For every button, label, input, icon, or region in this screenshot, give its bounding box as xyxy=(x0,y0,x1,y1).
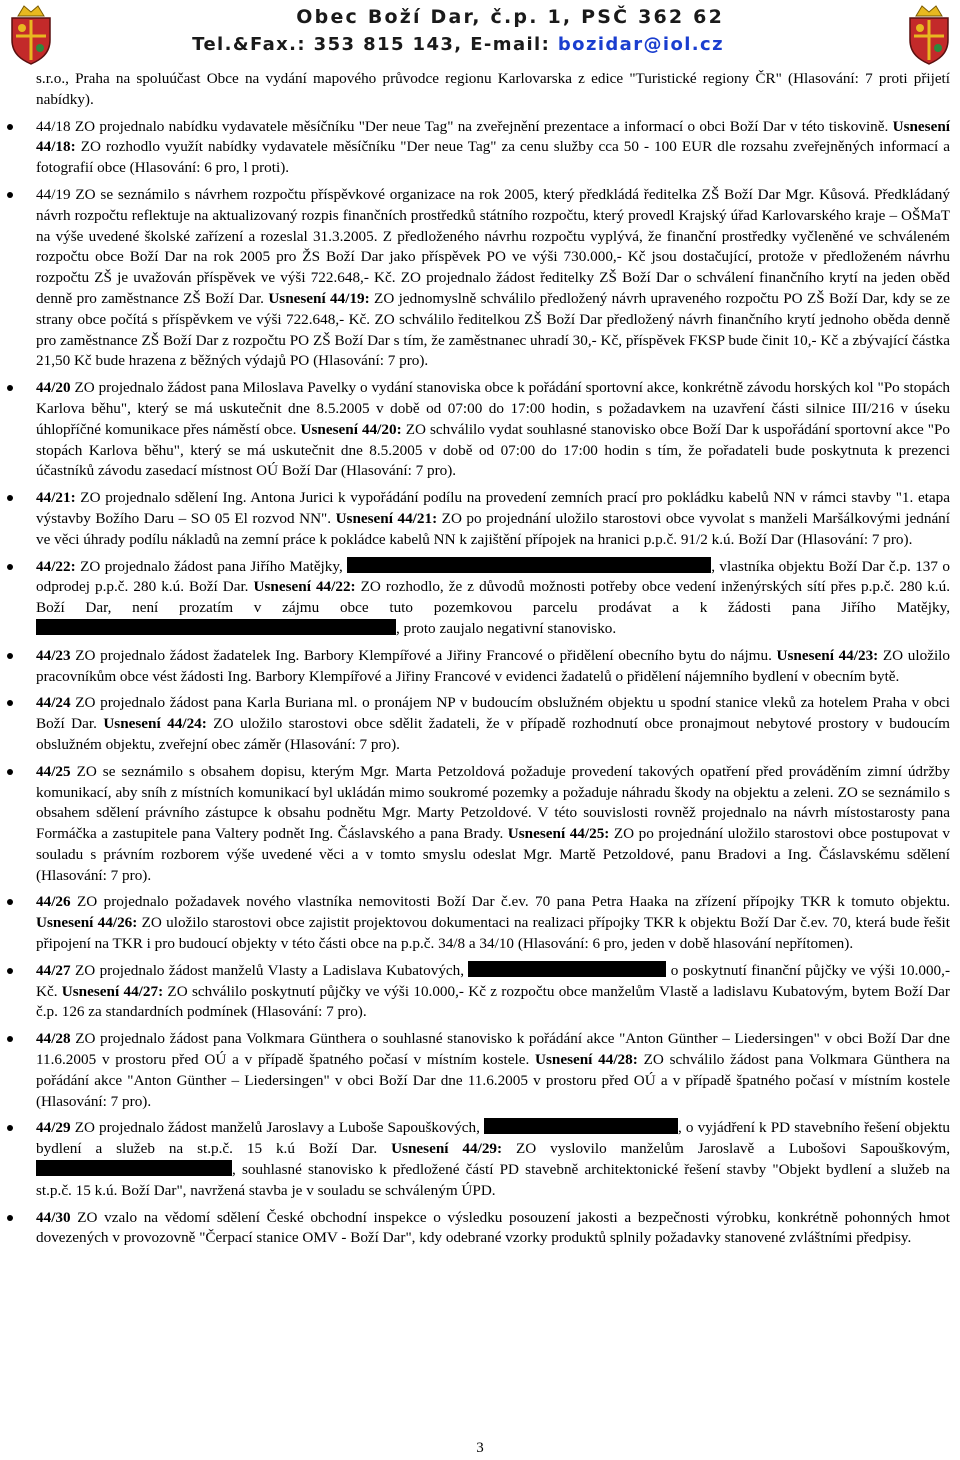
resolution-number: 44/27 xyxy=(36,961,71,979)
resolution-number: 44/30 xyxy=(36,1208,71,1226)
resolution-text: , vlastníka objektu Boží Dar č.p. 137 o odprodej p.p.č. 280 k.ú. Boží Dar. xyxy=(36,557,950,596)
resolution-text: , proto zaujalo negativní stanovisko. xyxy=(396,619,617,637)
resolution-text: ZO se seznámilo s obsahem dopisu, kterým Mgr. Marta Petzoldová požaduje provedení takových opatření před prováděním zimní údržby komunikací, aby sníh z místních komunikací byl ukládán mimo soukromé pozemky a požaduje náhradu škody na objektu a zeleni. ZO se seznámilo s obsahem sdělení právního zástupce k obsahu podnětu Mgr. Marty Petzoldové. V této souvislosti rovněž projednalo na návrh místostarosty pana Formáčka a zastupitele pana Valtery podnět Ing. Čáslavského a pana Brady. xyxy=(36,762,950,843)
resolution-text: ZO po projednání uložilo starostovi obce postupovat v souladu s právním rozborem výše uvedené věci a v tomto smyslu odeslat Mgr. Martě Petzoldové, panu Bradovi a Ing. Čáslavskému sdělení (Hlasování: 7 pro). xyxy=(36,825,951,884)
resolution-label: Usnesení 44/22: xyxy=(253,578,356,596)
resolution-text: ZO schválilo vydat souhlasné stanovisko obce Boží Dar k uspořádání sportovní akce "Po stopách Karlova běhu", který se má uskutečnit dne 8.5.2005 v době od 07:00 do 17:00 hodin s tím, že pořadateli bude poskytnuta k prezenci účastníků závodu zasedací místnost OÚ Boží Dar (Hlasování: 7 pro). xyxy=(36,420,950,480)
resolution-item xyxy=(36,488,950,550)
resolution-label: Usnesení 44/18: xyxy=(36,117,950,156)
redacted-block xyxy=(36,1160,232,1176)
resolution-item xyxy=(36,762,950,887)
resolution-label: Usnesení 44/20: xyxy=(300,420,402,438)
resolution-item xyxy=(36,1118,950,1201)
resolution-text: ZO vzalo na vědomí sdělení České obchodní inspekce o výsledku posouzení jakosti a bezpečnosti výrobku, konkrétně pohonných hmot dovezených v provozovně "Čerpací stanice OMV - Boží Dar", kdy odebrané vzorky produktů splnily požadavky stanovené zvláštními předpisy. xyxy=(36,1208,950,1247)
redacted-block xyxy=(468,961,666,977)
resolution-number: 44/20 xyxy=(36,379,71,397)
resolution-text: ZO jednomyslně schválilo předložený návrh upraveného rozpočtu PO ZŠ Boží Dar, kdy se ze strany obce počítá s příspěvkem ve výši 722.648,- Kč. ZO schválilo ředitelkou ZŠ Boží Dar předložený návrh finančního krytí jednoho oběda denně pro zaměstnance ZŠ Boží Dar z rozpočtu PO ZŠ Boží Dar s tím, že zaměstnanec uhradí 30,- Kč, příspěvek FKSP bude činit 10,- Kč a zbývající částka 21,50 Kč bude hrazena z běžných výdajů PO (Hlasování: 7 pro). xyxy=(36,289,950,370)
resolution-text: ZO projednalo žádost pana Karla Buriana ml. o pronájem NP v budoucím obslužném objektu u spodní stanice vleků za hotelem Praha v obci Boží Dar. xyxy=(36,694,950,733)
resolution-label: Usnesení 44/26: xyxy=(36,914,138,932)
resolution-number: 44/26 xyxy=(36,893,71,911)
resolution-item xyxy=(36,185,950,372)
resolution-text: ZO projednalo požadavek nového vlastníka nemovitosti Boží Dar č.ev. 70 pana Petra Haaka na zřízení přípojky TKR k tomuto objektu. xyxy=(70,893,950,911)
resolution-label: Usnesení 44/23: xyxy=(776,646,879,664)
resolution-text: ZO uložilo starostovi obce sdělit žadateli, že v případě rozhodnutí obce pronajmout nebytové prostory v budoucím obslužném objektu, zveřejní obec záměr (Hlasování: 7 pro). xyxy=(36,715,950,753)
resolution-text: , souhlasné stanovisko k předložené částí PD stavebně architektonické řešení stavby "Objekt bydlení a služeb na st.p.č. 15 k.ú. Boží Dar", navržená stavba je v souladu se schváleným ÚPD. xyxy=(36,1161,950,1199)
resolution-label: Usnesení 44/21: xyxy=(335,509,438,527)
resolution-text: ZO rozhodlo, že z důvodů možnosti potřeby obce vedení inženýrských sítí přes p.p.č. 280 k.ú. Boží Dar, není prozatím v zájmu obce tuto pozemkovou parcelu prodávat a k žádosti pana Jiřího Matějky, xyxy=(36,578,950,617)
resolution-text: 44/19 ZO se seznámilo s návrhem rozpočtu příspěvkové organizace na rok 2005, který předkládá ředitelka ZŠ Boží Dar Mgr. Kůsová. Předkládaný návrh rozpočtu reflektuje na aktualizovaný rozpis finančních prostředků státního rozpočtu, který provedl Krajský úřad Karlovarského kraje – OŠMaT na výše uvedené školské zařízení a rozeslal 31.3.2005. Z předloženého návrhu rozpočtu vyplývá, že finanční prostředky vyčleněné ve schváleném rozpočtu obce Boží Dar na rok 2005 pro ŽS Boží Dar jako příspěvek PO ve výši 730.000,- Kč jsou dostačující, protože v předloženém návrhu rozpočtu ZŠ je uvažován příspěvek ve výši 722.648,- Kč. ZO projednalo žádost ředitelky ZŠ Boží Dar o schválení finančního krytí na jeden oběd denně pro zaměstnance ZŠ Boží Dar. xyxy=(36,185,950,307)
resolution-item xyxy=(36,892,950,954)
resolution-label: Usnesení 44/25: xyxy=(507,825,610,843)
resolution-text: ZO projednalo žádost manželů Jaroslavy a Luboše Sapouškových, xyxy=(70,1119,485,1137)
resolution-item xyxy=(36,1208,950,1250)
resolution-text: ZO projednalo žádost manželů Vlasty a Ladislava Kubatových, xyxy=(70,961,469,979)
resolution-text: ZO uložilo starostovi obce zajistit projektovou dokumentaci na realizaci přípojky TKR k objektu Boží Dar č.ev. 70, která bude řešit připojení na TKR i pro budoucí objekty v této části obce na p.p.č. 34/8 a 34/10 (Hlasování: 6 pro, jeden v době hlasování nepřítomen). xyxy=(36,914,951,953)
resolution-label: Usnesení 44/28: xyxy=(535,1051,638,1069)
redacted-block xyxy=(36,619,396,635)
resolution-text: ZO projednalo žádost žadatelek Ing. Barbory Klempířové a Jiřiny Francové o přidělení obecního bytu do nájmu. xyxy=(70,646,777,664)
resolution-text: ZO projednalo žádost pana Miloslava Pavelky o vydání stanoviska obce k pořádání sportovní akce, konkrétně závodu horských kol "Po stopách Karlova běhu", který se má uskutečnit dne 8.5.2005 v době od 07:00 do 17:00 hodin, s požadavkem na uzavření části silnice III/216 v úseku úhlopříčné komunikace přes náměstí obce. xyxy=(36,379,950,438)
resolution-list xyxy=(36,117,950,1250)
page-number: 3 xyxy=(476,1440,484,1456)
resolution-text: 44/18 ZO projednalo nabídku vydavatele měsíčníku "Der neue Tag" na zveřejnění prezentace a informací o obci Boží Dar v této tiskovině. xyxy=(36,117,893,135)
resolution-text: ZO vyslovilo manželům Jaroslavě a Lubošovi Sapouškovým, xyxy=(502,1140,950,1158)
resolution-number: 44/24 xyxy=(36,694,71,712)
resolution-label: Usnesení 44/29: xyxy=(391,1140,503,1158)
coat-of-arms-icon xyxy=(6,2,56,66)
resolution-label: Usnesení 44/24: xyxy=(103,715,207,733)
letterhead-contact xyxy=(192,34,724,55)
resolution-label: Usnesení 44/19: xyxy=(268,289,370,307)
redacted-block xyxy=(484,1118,678,1134)
resolution-text: ZO schválilo žádost pana Volkmara Günthera na pořádání akce "Anton Günther – Liedersingen" v obci Boží Dar dne 11.6.2005 v prostoru před OÚ a v případě špatného počasí v místním kostele (Hlasování: 7 pro). xyxy=(36,1051,950,1110)
letterhead-address: Obec Boží Dar, č.p. 1, PSČ 362 62 xyxy=(296,6,724,28)
resolution-item xyxy=(36,1029,950,1112)
resolution-item xyxy=(36,378,950,482)
resolution-number: 44/21: xyxy=(36,489,76,507)
resolution-text: ZO rozhodlo využít nabídky vydavatele měsíčníku "Der neue Tag" za cenu služby cca 50 - 100 EUR dle rozsahu zveřejněných informací a fotografií obce (Hlasování: 6 pro, l proti). xyxy=(36,138,950,177)
resolution-text: ZO uložilo pracovníkům obce vést žádosti Ing. Barbory Klempířové a Jiřiny Francové v evidenci žadatelů o přidělení nájemního bydlení v obecním bytě. xyxy=(36,646,950,685)
redacted-block xyxy=(347,557,711,573)
continued-paragraph: s.r.o., Praha na spoluúčast Obce na vydání mapového průvodce regionu Karlovarska z edice "Turistické regiony ČR" (Hlasování: 7 proti přijetí nabídky). xyxy=(36,70,950,108)
resolution-number: 44/25 xyxy=(36,762,71,780)
resolution-label: Usnesení 44/27: xyxy=(61,982,164,1000)
resolution-number: 44/28 xyxy=(36,1030,71,1048)
resolution-item xyxy=(36,646,950,688)
document-body xyxy=(36,69,950,1249)
resolution-item xyxy=(36,693,950,755)
resolution-item xyxy=(36,117,950,179)
email-link[interactable]: bozidar@iol.cz xyxy=(557,34,724,55)
resolution-text: o poskytnutí finanční půjčky ve výši 10.000,- Kč. xyxy=(36,961,950,1000)
resolution-text: ZO projednalo žádost pana Jiřího Matějky, xyxy=(75,557,348,575)
letterhead xyxy=(0,0,960,66)
coat-of-arms-icon xyxy=(904,2,954,66)
resolution-number: 44/23 xyxy=(36,646,71,664)
resolution-text: , o vyjádření k PD stavebního řešení objektu bydlení a služeb na st.p.č. 15 k.ú Boží Dar. xyxy=(36,1119,950,1158)
resolution-number: 44/29 xyxy=(36,1119,71,1137)
resolution-item xyxy=(36,557,950,640)
phone-text: Tel.&Fax.: 353 815 143, E-mail: xyxy=(192,34,558,55)
resolution-item xyxy=(36,961,950,1023)
resolution-text: ZO schválilo poskytnutí půjčky ve výši 10.000,- Kč z rozpočtu obce manželům Vlastě a ladislavu Kubatovým, bytem Boží Dar č.p. 126 za standardních podmínek (Hlasování: 7 pro). xyxy=(36,982,950,1021)
resolution-text: ZO projednalo sdělení Ing. Antona Jurici k vypořádání podílu na provedení zemních prací pro pokládku kabelů NN v rámci stavby "1. etapa výstavby Božího Daru – SO 05 El rozvod NN". xyxy=(36,489,950,527)
resolution-text: ZO po projednání uložilo starostovi obce vyvolat s manželi Maršálkovými jednání ve věci úhrady podílu nákladů na zemní práce k pokládce kabelů NN k zajištění přípojek na hranici p.p.č. 91/2 k.ú. Boží Dar (Hlasování: 7 pro). xyxy=(36,509,950,548)
resolution-number: 44/22: xyxy=(36,557,76,575)
resolution-text: ZO projednalo žádost pana Volkmara Günthera o souhlasné stanovisko k pořádání akce "Anton Günther – Liedersingen" v obci Boží Dar dne 11.6.2005 v prostoru před OÚ a v případě špatného počasí v místním kostele. xyxy=(36,1030,950,1069)
